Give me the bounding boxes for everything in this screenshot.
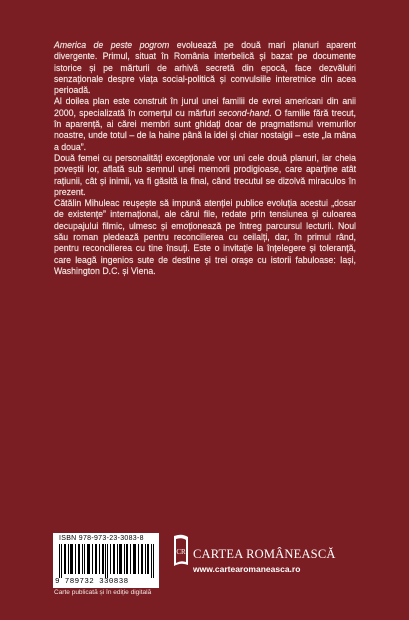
isbn-barcode-block [53,533,159,588]
publisher-block [173,534,363,578]
blurb-paragraph-3: Două femei cu personalități excepționale vor uni cele două planuri, iar cheia poveștii lor, aflată sub semnul unei memorii prodigioase, care aparține atât rațiunii, cât și inimii, va fi găsită la final, când trecutul se dizolvă miraculos în prezent. [54,152,356,197]
barcode-icon [57,544,157,578]
blurb-paragraph-1: America de peste pogrom evoluează pe două mari planuri aparent divergente. Primul, situat în România interbelică și bazat pe documente istorice și pe mărturii de arhivă secretă din epocă, face dezvăluiri senzaționale despre viața social-politică și convulsiile interetnice din acea perioadă. [54,40,356,96]
publisher-logo-icon [173,534,189,568]
barcode-digits: 9 789732 330838 [55,578,129,586]
blurb-paragraph-2: Al doilea plan este construit în jurul unei familii de evrei americani din anii 2000, specializată în comerțul cu mărfuri second-hand. O familie fără trecut, în aparență, ai cărei membri sunt ghidați doar de pragmatismul vremurilor noastre, unde totul – de la haine până la idei și chiar nostalgii – este „la mâna a doua”. [54,96,356,152]
svg-text:CR: CR [176,548,186,556]
blurb-paragraph-4: Cătălin Mihuleac reușește să impună atenției publice evoluția acestui „dosar de existențe” internațional, ale cărui file, redate prin tensiunea și culoarea decupajului filmic, ulmesc și emoționează pe întreg parcursul lecturii. Noul său roman pledează pentru reconcilierea cu ceilalți, dar, în primul rând, pentru reconcilierea cu tine însuți. Este o invitație la înțelegere și toleranță, care leagă ingenios sute de destine și trei orașe cu istorii fabuloase: Iași, Washington D.C. și Viena. [54,198,356,276]
book-title: America de peste pogrom [54,40,170,50]
back-cover-blurb [54,40,356,277]
publisher-url: www.cartearomaneasca.ro [193,564,301,574]
isbn-label: ISBN 978-973-23-3083-8 [59,535,144,542]
publisher-name: CARTEA ROMÂNEASCĂ [193,547,336,561]
digital-edition-note: Carte publicată și în ediție digitală [54,589,152,596]
